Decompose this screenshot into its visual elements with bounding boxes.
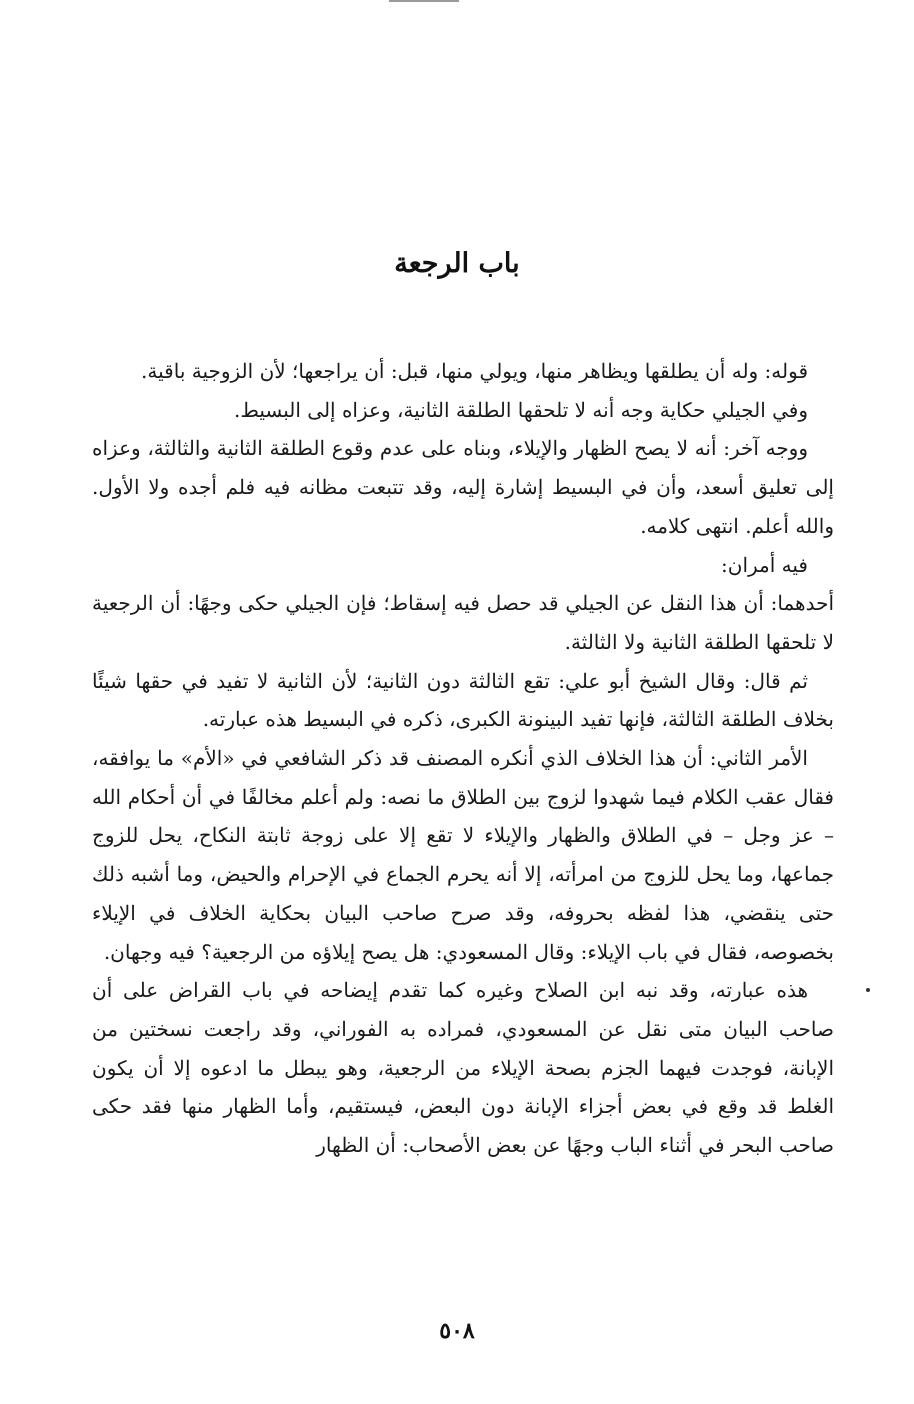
paragraph-1: قوله: وله أن يطلقها ويظاهر منها، ويولي منها، قبل: أن يراجعها؛ لأن الزوجية باقية.: [141, 359, 808, 383]
stray-dot: [866, 988, 870, 992]
paragraph-8: هذه عبارته، وقد نبه ابن الصلاح وغيره كما تقدم إيضاحه في باب القراض على أن صاحب البيان متى نقل عن المسعودي، فمراده به الفوراني، وقد راجعت نسختين من الإبانة، فوجدت فيهما الجزم بصحة الإيلاء من الرجعية، وهو يبطل ما ادعوه إلا أن يكون الغلط قد وقع في بعض أجزاء الإبانة دون البعض، فيستقيم، وأما الظهار منها فقد حكى صاحب البحر في أثناء الباب وجهًا عن بعض الأصحاب: أن الظهار: [92, 978, 834, 1158]
top-rule: [389, 0, 459, 2]
page-number: ٥٠٨: [439, 1318, 475, 1344]
paragraph-4: فيه أمران:: [721, 552, 808, 577]
paragraph-2: وفي الجيلي حكاية وجه أنه لا تلحقها الطلقة الثانية، وعزاه إلى البسيط.: [234, 397, 808, 422]
body-text: [92, 352, 834, 1165]
paragraph-7: الأمر الثاني: أن هذا الخلاف الذي أنكره المصنف قد ذكر الشافعي في «الأم» ما يوافقه، فقال عقب الكلام فيما شهدوا لزوج بين الطلاق ما نصه: ولم أعلم مخالفًا في أن أحكام الله – عز وجل – في الطلاق والظهار والإيلاء لا تقع إلا على زوجة ثابتة النكاح، يحل للزوج جماعها، وما يحل للزوج من امرأته، إلا أنه يحرم الجماع في الإحرام والحيض، وما أشبه ذلك حتى ينقضي، هذا لفظه بحروفه، وقد صرح صاحب البيان بحكاية الخلاف في الإيلاء بخصوصه، فقال في باب الإيلاء: وقال المسعودي: هل يصح إيلاؤه من الرجعية؟ فيه وجهان.: [92, 746, 834, 964]
chapter-title: باب الرجعة: [394, 248, 520, 279]
paragraph-5: أحدهما: أن هذا النقل عن الجيلي قد حصل فيه إسقاط؛ فإن الجيلي حكى وجهًا: أن الرجعية لا تلحقها الطلقة الثانية ولا الثالثة.: [92, 591, 834, 654]
paragraph-6: ثم قال: وقال الشيخ أبو علي: تقع الثالثة دون الثانية؛ لأن الثانية لا تفيد في حقها شيئًا بخلاف الطلقة الثالثة، فإنها تفيد البينونة الكبرى، ذكره في البسيط هذه عبارته.: [92, 668, 834, 732]
paragraph-3: ووجه آخر: أنه لا يصح الظهار والإيلاء، وبناه على عدم وقوع الطلقة الثانية والثالثة، وعزاه إلى تعليق أسعد، وأن في البسيط إشارة إليه، وقد تتبعت مظانه فيه فلم أجده ولا الأول. والله أعلم. انتهى كلامه.: [92, 436, 834, 538]
